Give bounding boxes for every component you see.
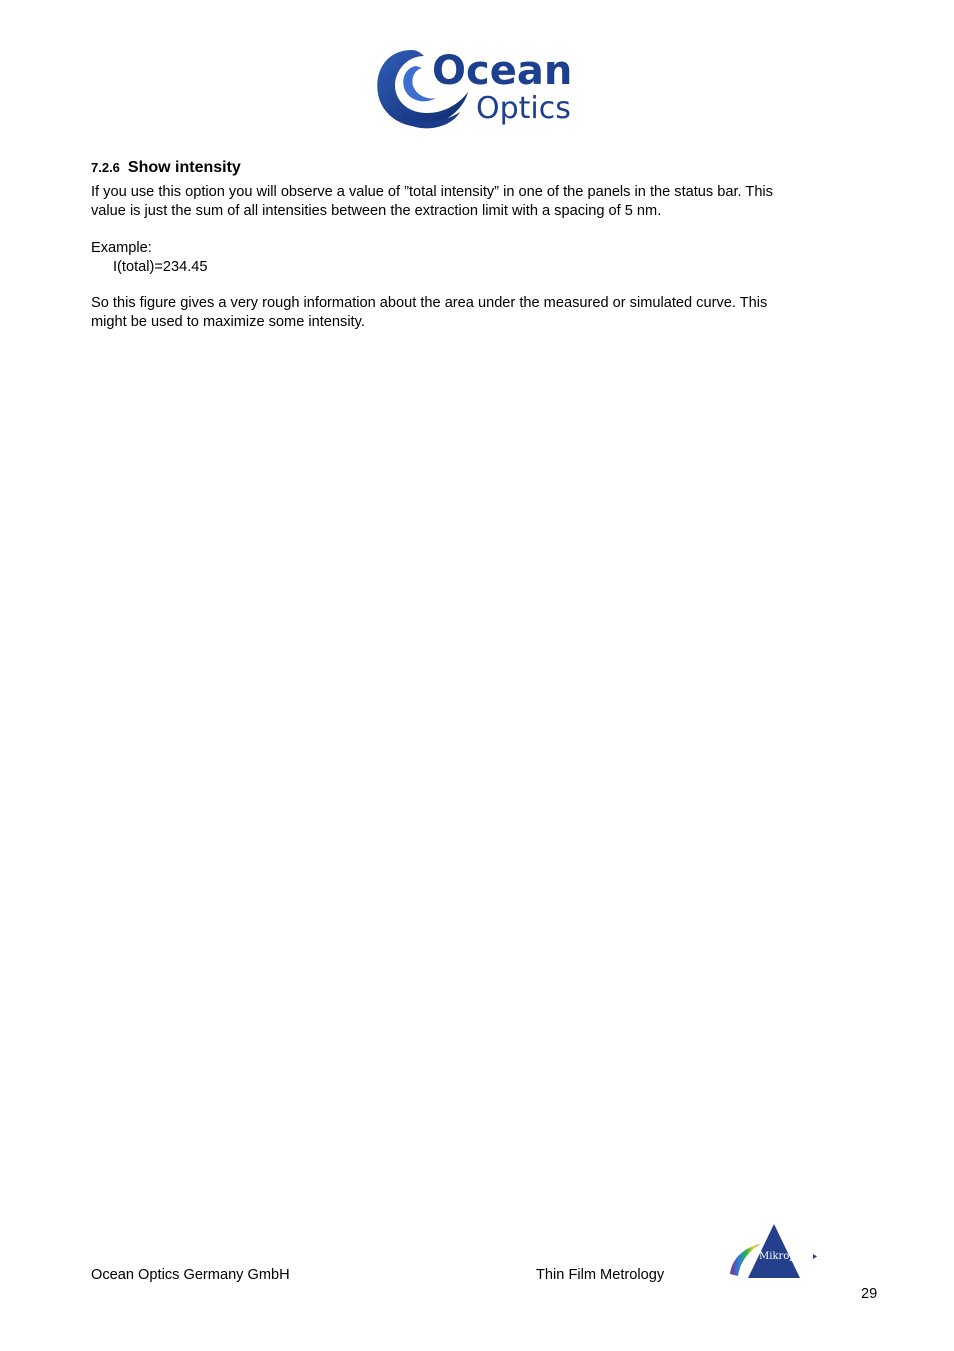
paragraph-line: might be used to maximize some intensity. bbox=[91, 314, 365, 330]
logo-word-optics: Optics bbox=[476, 91, 571, 126]
mikropack-wordmark: Mikropack bbox=[759, 1251, 814, 1262]
paragraph-description bbox=[91, 183, 773, 221]
example-label: Example: bbox=[91, 240, 152, 256]
footer-doc-title: Thin Film Metrology bbox=[536, 1267, 665, 1283]
page-number: 29 bbox=[861, 1286, 878, 1302]
paragraph-line: If you use this option you will observe a value of ”total intensity” in one of the panels in the status bar. This bbox=[91, 184, 773, 200]
section-heading bbox=[91, 159, 241, 177]
footer-company: Ocean Optics Germany GmbH bbox=[91, 1267, 290, 1283]
section-title: Show intensity bbox=[127, 159, 241, 176]
paragraph-conclusion bbox=[91, 294, 767, 332]
paragraph-line: value is just the sum of all intensities between the extraction limit with a spacing of 5 nm. bbox=[91, 203, 662, 219]
mikropack-logo bbox=[724, 1222, 824, 1284]
paragraph-line: So this figure gives a very rough information about the area under the measured or simulated curve. This bbox=[91, 295, 768, 311]
arrow-right-icon bbox=[813, 1254, 817, 1259]
section-number: 7.2.6 bbox=[91, 160, 120, 175]
example-value: I(total)=234.45 bbox=[113, 259, 208, 275]
logo-word-ocean: Ocean bbox=[432, 48, 573, 94]
ocean-optics-logo bbox=[372, 42, 594, 132]
